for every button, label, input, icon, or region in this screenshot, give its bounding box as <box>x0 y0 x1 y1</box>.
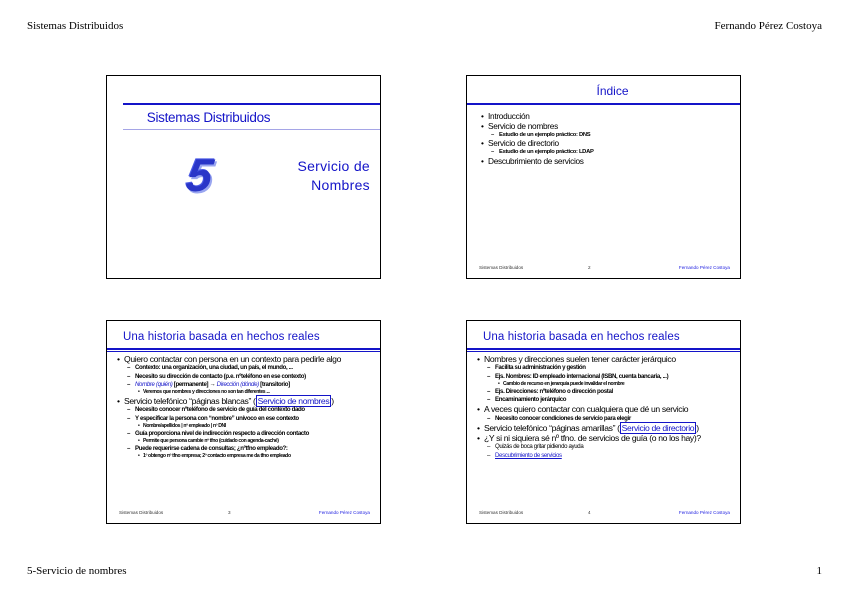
page-header-left: Sistemas Distribuidos <box>27 20 124 32</box>
sub-bullet: – Encaminamiento jerárquico <box>477 396 736 404</box>
sub-bullet: – Contexto: una organización, una ciudad, un país, el mundo, ... <box>117 364 376 372</box>
slide-3 <box>106 320 381 524</box>
bullet-text: Servicio telefónico “páginas amarillas” ( <box>484 422 620 433</box>
bullet: • Nombres y direcciones suelen tener carácter jerárquico <box>477 354 736 364</box>
sub-bullet: – Puede requerirse cadena de consultas; ¿nºtfno empleado?: <box>117 445 376 453</box>
slide-footer-right: Fernando Pérez Costoya <box>678 265 730 270</box>
slide-footer-left: Sistemas Distribuidos <box>479 510 524 515</box>
sub-bullet: – Guía proporciona nivel de indirección respecto a dirección contacto <box>117 430 376 438</box>
sub-sub-bullet: • Permite que persona cambie nº tfno (cuidado con agenda-caché) <box>117 438 376 445</box>
name-term: Nombre <box>135 380 155 388</box>
slide-footer-left: Sistemas Distribuidos <box>479 265 524 270</box>
slide-footer-right: Fernando Pérez Costoya <box>318 510 370 515</box>
sub-bullet: – Necesito conocer condiciones de servicio para elegir <box>477 415 736 423</box>
bullet <box>477 423 736 433</box>
slide-page-number: 4 <box>588 510 591 515</box>
bullet-text-end: ) <box>331 396 334 407</box>
sub-bullet: – Ejs. Direcciones: nºteléfono o dirección postal <box>477 388 736 396</box>
servicio-directorio-link[interactable]: Servicio de directorio <box>621 422 695 433</box>
subtitle-line-1: Servicio de <box>297 158 370 174</box>
slide-footer <box>467 510 740 518</box>
page-header-right: Fernando Pérez Costoya <box>714 20 822 32</box>
slide-4 <box>466 320 741 524</box>
subtitle-line-2: Nombres <box>311 177 370 193</box>
slide-2 <box>466 75 741 279</box>
page-footer-left: 5-Servicio de nombres <box>27 565 127 577</box>
slide-page-number: 2 <box>588 265 591 270</box>
bullet-list <box>477 354 736 460</box>
bullet <box>117 396 376 406</box>
slide-1 <box>106 75 381 279</box>
slide-footer <box>107 510 380 518</box>
list-item: • Servicio de directorio <box>481 139 734 149</box>
sub-sub-bullet: • Cambio de recurso en jerarquía puede invalidar el nombre <box>477 381 736 388</box>
list-item: • Introducción <box>481 112 734 122</box>
list-item: • Servicio de nombres <box>481 122 734 132</box>
descubrimiento-link[interactable]: Descubrimiento de servicios <box>495 451 562 459</box>
bullet: • A veces quiero contactar con cualquiera que dé un servicio <box>477 404 736 414</box>
sub-bullet: – Y especificar la persona con “nombre” unívoco en ese contexto <box>117 415 376 423</box>
title-rule-secondary <box>123 129 380 130</box>
sub-bullet <box>117 381 376 389</box>
slide-title: Índice <box>596 84 629 98</box>
title-rule <box>107 348 380 350</box>
list-subitem: – Estudio de un ejemplo práctico: LDAP <box>481 149 734 157</box>
sub-bullet: – Ejs. Nombres: ID empleado internacional (ISBN, cuenta bancaria, ...) <box>477 373 736 381</box>
bullet-text-end: ) <box>696 422 699 433</box>
sub-bullet: – Necesito conocer nºteléfono de servicio de guía del contexto dado <box>117 406 376 414</box>
name-question: (quién) <box>155 380 173 388</box>
bullet-text: Servicio telefónico “páginas blancas” ( <box>124 396 256 407</box>
slide-footer-left: Sistemas Distribuidos <box>119 510 164 515</box>
sub-bullet <box>477 452 736 460</box>
slide-title: Una historia basada en hechos reales <box>123 331 320 343</box>
servicio-nombres-link[interactable]: Servicio de nombres <box>257 396 330 407</box>
address-question: (dónde) <box>240 380 259 388</box>
sub-sub-bullet: • Nombre/apellidos | nº empleado | nº DNI <box>117 423 376 430</box>
list-subitem: – Estudio de un ejemplo práctico: DNS <box>481 132 734 140</box>
sub-sub-bullet: • 1º obtengo nº tfno empresa; 2º contacto empresa me da tfno empleado <box>117 453 376 460</box>
slide-page-number: 3 <box>228 510 231 515</box>
slide-footer <box>467 265 740 273</box>
slide-subtitle <box>297 157 370 195</box>
slide-footer-right: Fernando Pérez Costoya <box>678 510 730 515</box>
page-number: 1 <box>816 565 822 577</box>
index-list <box>481 112 734 167</box>
slide-title: Una historia basada en hechos reales <box>483 331 680 343</box>
list-item: • Descubrimiento de servicios <box>481 156 734 167</box>
title-rule-secondary <box>107 351 380 352</box>
title-rule <box>467 348 740 350</box>
chapter-number: 5 <box>183 149 217 201</box>
name-kind: [permanente] → <box>173 380 216 388</box>
bullet: • ¿Y si ni siquiera sé nº tfno. de servicios de guía (o no los hay)? <box>477 433 736 443</box>
title-rule <box>467 103 740 105</box>
sub-bullet: – Quizás de boca gritar pidiendo ayuda <box>477 443 736 451</box>
sub-bullet: – Facilita su administración y gestión <box>477 364 736 372</box>
address-term: Dirección <box>216 380 239 388</box>
title-rule-secondary <box>467 351 740 352</box>
sub-sub-bullet: • Veremos que nombres y direcciones no son tan diferentes ... <box>117 389 376 396</box>
bullet-list <box>117 354 376 460</box>
title-rule <box>123 103 380 105</box>
bullet: • Quiero contactar con persona en un contexto para pedirle algo <box>117 354 376 364</box>
slide-title: Sistemas Distribuidos <box>146 110 271 125</box>
address-kind: [transitorio] <box>260 380 290 388</box>
sub-bullet: – Necesito su dirección de contacto (p.e. nºteléfono en ese contexto) <box>117 373 376 381</box>
